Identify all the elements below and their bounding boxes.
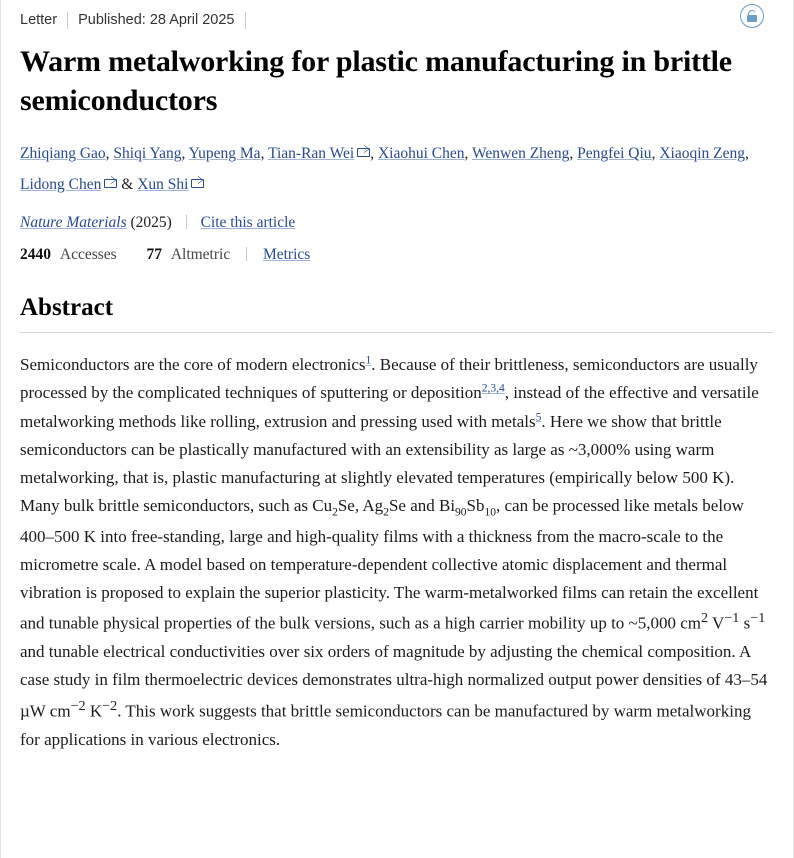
author-list: Zhiqiang Gao, Shiqi Yang, Yupeng Ma, Tian-Ran Wei , Xiaohui Chen, Wenwen Zheng, Pengfei Qiu, Xiaoqin Zeng, Lidong Chen & Xun Shi [20,145,749,194]
reference-link[interactable]: 2,3,4 [481,382,505,395]
author-link[interactable]: Yupeng Ma [188,145,261,163]
abstract-divider [20,332,774,333]
altmetric-label: Altmetric [170,246,231,264]
altmetric-count: 77 [146,246,162,264]
email-icon[interactable] [104,179,117,188]
article-type: Letter [20,12,68,29]
author-link[interactable]: Pengfei Qiu [577,145,652,163]
cite-article-link[interactable]: Cite this article [200,214,296,232]
article-meta-bar [20,0,774,37]
accesses-count: 2440 [20,246,51,264]
published-date: Published: 28 April 2025 [78,12,245,29]
author-link[interactable]: Xiaoqin Zeng [659,145,745,163]
abstract-heading: Abstract [20,294,114,322]
author-link[interactable]: Xiaohui Chen [377,145,465,163]
journal-citation [20,214,774,232]
reference-link[interactable]: 1 [365,354,372,367]
author-link[interactable]: Tian-Ran Wei [268,145,355,163]
left-divider [0,0,1,858]
metrics-link[interactable]: Metrics [262,246,311,264]
author-conjunction: & [121,176,134,194]
page-title: Warm metalworking for plastic manufacturing in brittle semiconductors [20,45,732,117]
reference-link[interactable]: 5 [535,410,542,423]
journal-name-link[interactable]: Nature Materials [20,214,127,232]
author-link[interactable]: Lidong Chen [20,176,102,194]
author-link[interactable]: Shiqi Yang [113,145,182,163]
journal-year: (2025) [130,214,172,232]
accesses-label: Accesses [59,246,117,264]
email-icon[interactable] [357,148,370,157]
abstract-text: Semiconductors are the core of modern electronics$^1$. Because of their brittleness, semiconductors are usually processed by the complicated techniques of sputtering or deposition$^{2,3,4}$, instead of the effective and versatile metalworking methods like rolling, extrusion and pressing used with metals$^5$. Here we show that brittle semiconductors can be plastically manufactured with an extensibility as large as ~3,000% using warm metalworking, that is, plastic manufacturing at slightly elevated temperatures (empirically below 500 K). Many bulk brittle semiconductors, such as $Cu_2Se$, $Ag_2Se$ and $Bi_{90}Sb_{10}$, can be processed like metals below 400–500 K into free-standing, large and high-quality films with a thickness from the macro-scale to the micrometre scale. A model based on temperature-dependent collective atomic displacement and thermal vibration is proposed to explain the superior plasticity. The warm-metalworked films can retain the excellent and tunable physical properties of the bulk versions, such as a high carrier mobility up to ~5,000 $cm^2$ $V^{-1}$ $s^{-1}$ and tunable electrical conductivities over six orders of magnitude by adjusting the chemical composition. A case study in film thermoelectric devices demonstrates ultra-high normalized output power densities of 43–54 µW $cm^{-2}$ $K^{-2}$. This work suggests that brittle semiconductors can be manufactured by warm metalworking for applications in various electronics. [20,354,768,749]
email-icon[interactable] [191,179,204,188]
author-link[interactable]: Wenwen Zheng [472,145,570,163]
metrics-bar [20,246,774,264]
divider [246,247,247,261]
lock-glyph [747,10,757,22]
open-access-lock-icon [740,4,764,28]
author-link[interactable]: Zhiqiang Gao [20,145,106,163]
divider [186,215,187,229]
author-link[interactable]: Xun Shi [137,176,189,194]
